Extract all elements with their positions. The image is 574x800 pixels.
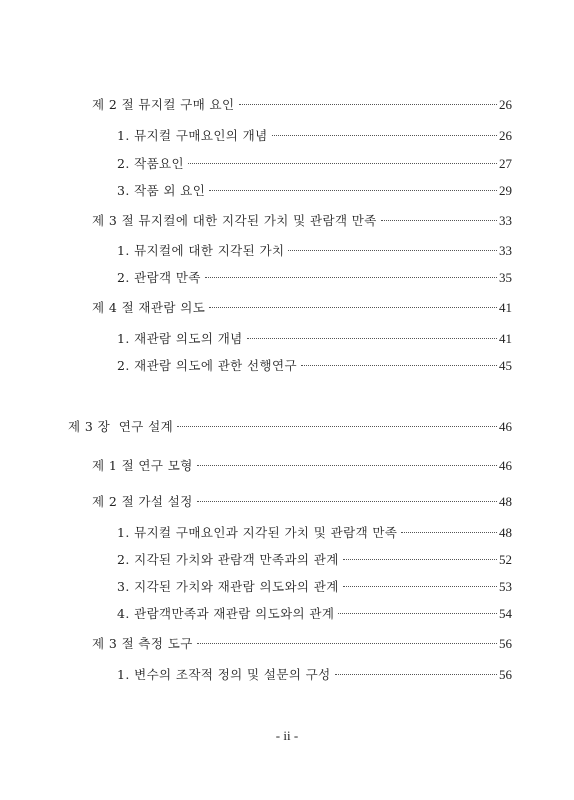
dot-leader [335, 674, 497, 675]
toc-entry-title: 2. 작품요인 [117, 156, 184, 171]
toc-entry [117, 551, 512, 569]
dot-leader [272, 135, 497, 136]
toc-entry-page: 45 [499, 358, 512, 373]
toc-entry-title: 1. 변수의 조작적 정의 및 설문의 구성 [117, 667, 331, 682]
toc-chapter-entry [68, 418, 512, 436]
dot-leader [209, 190, 497, 191]
toc-entry-title: 1. 뮤지컬 구매요인의 개념 [117, 128, 268, 143]
dot-leader [301, 365, 497, 366]
toc-entry-title: 제 3 절 측정 도구 [92, 636, 193, 651]
dot-leader [188, 163, 497, 164]
toc-entry-page: 26 [499, 97, 512, 112]
toc-entry-page: 53 [499, 579, 512, 594]
toc-entry-page: 29 [499, 183, 512, 198]
toc-entry-title: 제 3 절 뮤지컬에 대한 지각된 가치 및 관람객 만족 [92, 213, 377, 228]
toc-entry-title: 2. 재관람 의도에 관한 선행연구 [117, 358, 297, 373]
toc-entry-title: 제 4 절 재관람 의도 [92, 300, 206, 315]
page-number-footer: - ii - [275, 728, 299, 743]
toc-entry [117, 578, 512, 596]
toc-entry-title: 1. 재관람 의도의 개념 [117, 331, 243, 346]
dot-leader [209, 307, 497, 308]
dot-leader [338, 613, 497, 614]
toc-entry-title: 3. 작품 외 요인 [117, 183, 206, 198]
toc-entry-page: 41 [499, 331, 512, 346]
toc-entry [92, 493, 512, 511]
toc-entry-page: 54 [499, 606, 512, 621]
toc-entry-title: 1. 뮤지컬에 대한 지각된 가치 [117, 243, 285, 258]
toc-entry [117, 182, 512, 200]
dot-leader [197, 501, 497, 502]
toc-entry-page: 26 [499, 128, 512, 143]
dot-leader [247, 338, 497, 339]
dot-leader [401, 532, 497, 533]
toc-entry-title: 제 3 장 연구 설계 [68, 419, 174, 434]
dot-leader [197, 643, 497, 644]
toc-entry-title: 2. 관람객 만족 [117, 270, 201, 285]
toc-entry [117, 269, 512, 287]
toc-entry-page: 41 [499, 300, 512, 315]
toc-entry-title: 2. 지각된 가치와 관람객 만족과의 관계 [117, 552, 339, 567]
toc-entry-page: 46 [499, 419, 512, 434]
toc-entry [92, 457, 512, 475]
dot-leader [197, 465, 497, 466]
toc-entry-page: 48 [499, 525, 512, 540]
toc-entry-page: 27 [499, 156, 512, 171]
toc-entry-page: 35 [499, 270, 512, 285]
toc-entry [92, 635, 512, 653]
toc-entry-page: 48 [499, 494, 512, 509]
dot-leader [343, 559, 497, 560]
toc-entry [117, 155, 512, 173]
toc-entry [92, 96, 512, 114]
toc-entry-title: 3. 지각된 가치와 재관람 의도와의 관계 [117, 579, 339, 594]
toc-entry-title: 제 1 절 연구 모형 [92, 458, 193, 473]
toc-entry-title: 1. 뮤지컬 구매요인과 지각된 가치 및 관람객 만족 [117, 525, 398, 540]
toc-entry-page: 52 [499, 552, 512, 567]
dot-leader [239, 104, 498, 105]
dot-leader [381, 220, 497, 221]
toc-entry [117, 605, 512, 623]
toc-entry [117, 666, 512, 684]
toc-entry [117, 330, 512, 348]
toc-entry [92, 212, 512, 230]
toc-entry [117, 357, 512, 375]
toc-entry-title: 4. 관람객만족과 재관람 의도와의 관계 [117, 606, 335, 621]
toc-entry-page: 33 [499, 213, 512, 228]
dot-leader [288, 250, 497, 251]
toc-entry-page: 46 [499, 458, 512, 473]
toc-entry-title: 제 2 절 뮤지컬 구매 요인 [92, 97, 235, 112]
toc-entry [117, 242, 512, 260]
toc-entry [117, 127, 512, 145]
dot-leader [205, 277, 497, 278]
toc-entry-page: 56 [499, 667, 512, 682]
dot-leader [177, 426, 497, 427]
dot-leader [343, 586, 497, 587]
toc-entry [92, 299, 512, 317]
toc-entry-page: 33 [499, 243, 512, 258]
toc-entry-page: 56 [499, 636, 512, 651]
toc-entry-title: 제 2 절 가설 설정 [92, 494, 193, 509]
toc-entry [117, 524, 512, 542]
